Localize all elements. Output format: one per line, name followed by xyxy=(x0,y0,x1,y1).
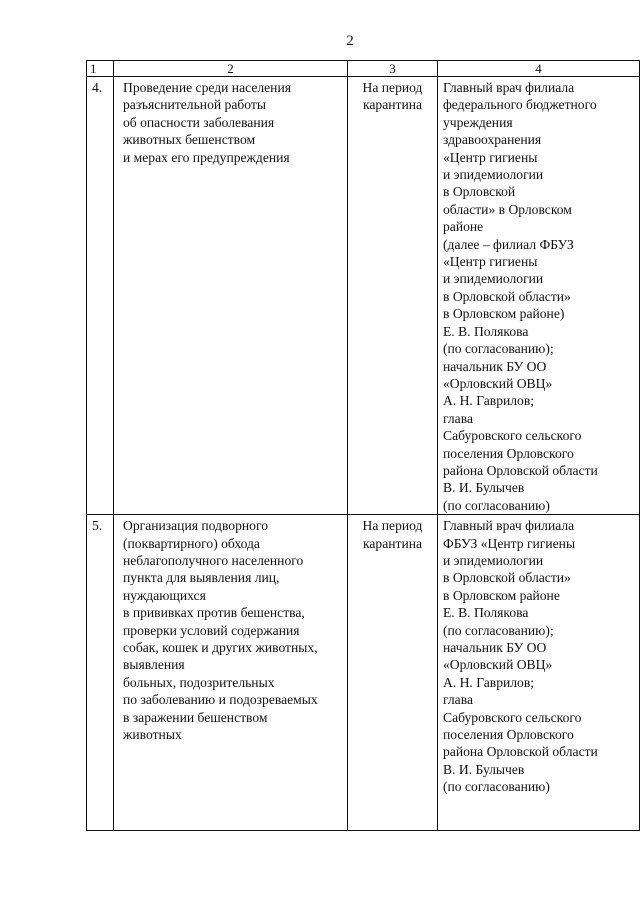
text-line: А. Н. Гаврилов; xyxy=(443,674,535,690)
text-line: разъяснительной работы xyxy=(123,97,266,113)
text-line: карантина xyxy=(362,535,423,551)
text-line: и эпидемиологии xyxy=(443,271,544,287)
text-line: учреждения xyxy=(443,114,513,130)
text-line: (по согласованию); xyxy=(443,341,554,357)
header-cell: 4 xyxy=(438,61,640,77)
text-line: начальник БУ ОО xyxy=(443,358,547,374)
text-line: (по согласованию) xyxy=(443,497,550,513)
header-cell: 2 xyxy=(114,61,348,77)
text-line: «Центр гигиены xyxy=(443,149,538,165)
text-line: области» в Орловском xyxy=(443,201,572,217)
text-line: начальник БУ ОО xyxy=(443,640,547,655)
text-line: района Орловской области xyxy=(443,744,598,760)
text-line: в Орловской xyxy=(443,184,516,200)
text-line: больных, подозрительных xyxy=(123,674,275,690)
text-line: района Орловской области xyxy=(443,462,598,478)
page-number: 2 xyxy=(346,33,354,49)
text-line: глава xyxy=(443,692,473,708)
text-line: в Орловской области» xyxy=(443,288,571,304)
text-line: по заболеванию и подозреваемых xyxy=(123,692,318,708)
responsible-cell xyxy=(438,77,640,515)
period-cell xyxy=(348,77,438,515)
text-line: (по согласованию) xyxy=(443,779,550,795)
period-cell xyxy=(348,515,438,831)
text-line: выявления xyxy=(123,657,185,673)
text-line: На период xyxy=(362,80,423,95)
text-line: проверки условий содержания xyxy=(123,622,300,638)
text-line: в заражении бешенством xyxy=(123,709,268,725)
text-line: Е. В. Полякова xyxy=(443,605,529,621)
text-line: поселения Орловского xyxy=(443,727,574,743)
header-cell: 1 xyxy=(87,61,114,77)
text-line: «Орловский ОВЦ» xyxy=(443,657,553,673)
text-line: животных бешенством xyxy=(123,132,256,148)
text-line: пункта для выявления лиц, xyxy=(123,570,280,586)
text-line: собак, кошек и других животных, xyxy=(123,640,318,655)
text-line: в Орловской области» xyxy=(443,570,571,586)
text-line: и эпидемиологии xyxy=(443,167,544,183)
text-line: Проведение среди населения xyxy=(123,80,291,95)
text-line: Главный врач филиала xyxy=(443,80,575,95)
text-line: (по согласованию); xyxy=(443,622,554,638)
header-cell: 3 xyxy=(348,61,438,77)
text-line: «Орловский ОВЦ» xyxy=(443,375,553,391)
text-line: в Орловском районе) xyxy=(443,306,565,322)
text-line: животных xyxy=(123,727,182,743)
table-row xyxy=(87,515,640,831)
text-line: нуждающихся xyxy=(123,587,206,603)
text-line: федерального бюджетного xyxy=(443,97,597,113)
row-number: 4. xyxy=(87,77,114,515)
row-number: 5. xyxy=(87,515,114,831)
text-line: глава xyxy=(443,410,473,426)
table-row xyxy=(87,77,640,515)
text-line: Сабуровского сельского xyxy=(443,428,582,444)
activities-table xyxy=(86,60,640,831)
text-line: ФБУЗ «Центр гигиены xyxy=(443,535,576,551)
activity-cell xyxy=(114,515,348,831)
text-line: поселения Орловского xyxy=(443,445,574,461)
text-line: об опасности заболевания xyxy=(123,114,275,130)
activity-cell xyxy=(114,77,348,515)
text-line: и мерах его предупреждения xyxy=(123,149,290,165)
text-line: На период xyxy=(362,518,423,534)
text-line: неблагополучного населенного xyxy=(123,552,304,568)
text-line: районе xyxy=(443,219,484,235)
text-line: карантина xyxy=(362,97,423,113)
table-header-row xyxy=(87,61,640,77)
text-line: В. И. Булычев xyxy=(443,761,525,777)
text-line: Сабуровского сельского xyxy=(443,709,582,725)
responsible-cell xyxy=(438,515,640,831)
text-line: Организация подворного xyxy=(123,518,268,534)
text-line: (далее – филиал ФБУЗ xyxy=(443,236,574,252)
text-line: Главный врач филиала xyxy=(443,518,575,534)
text-line: А. Н. Гаврилов; xyxy=(443,393,535,409)
text-line: в Орловском районе xyxy=(443,587,560,603)
text-line: здравоохранения xyxy=(443,132,542,148)
text-line: и эпидемиологии xyxy=(443,552,544,568)
text-line: В. И. Булычев xyxy=(443,480,525,496)
text-line: в прививках против бешенства, xyxy=(123,605,305,621)
text-line: Е. В. Полякова xyxy=(443,323,529,339)
text-line: (поквартирного) обхода xyxy=(123,535,260,551)
text-line: «Центр гигиены xyxy=(443,254,538,270)
